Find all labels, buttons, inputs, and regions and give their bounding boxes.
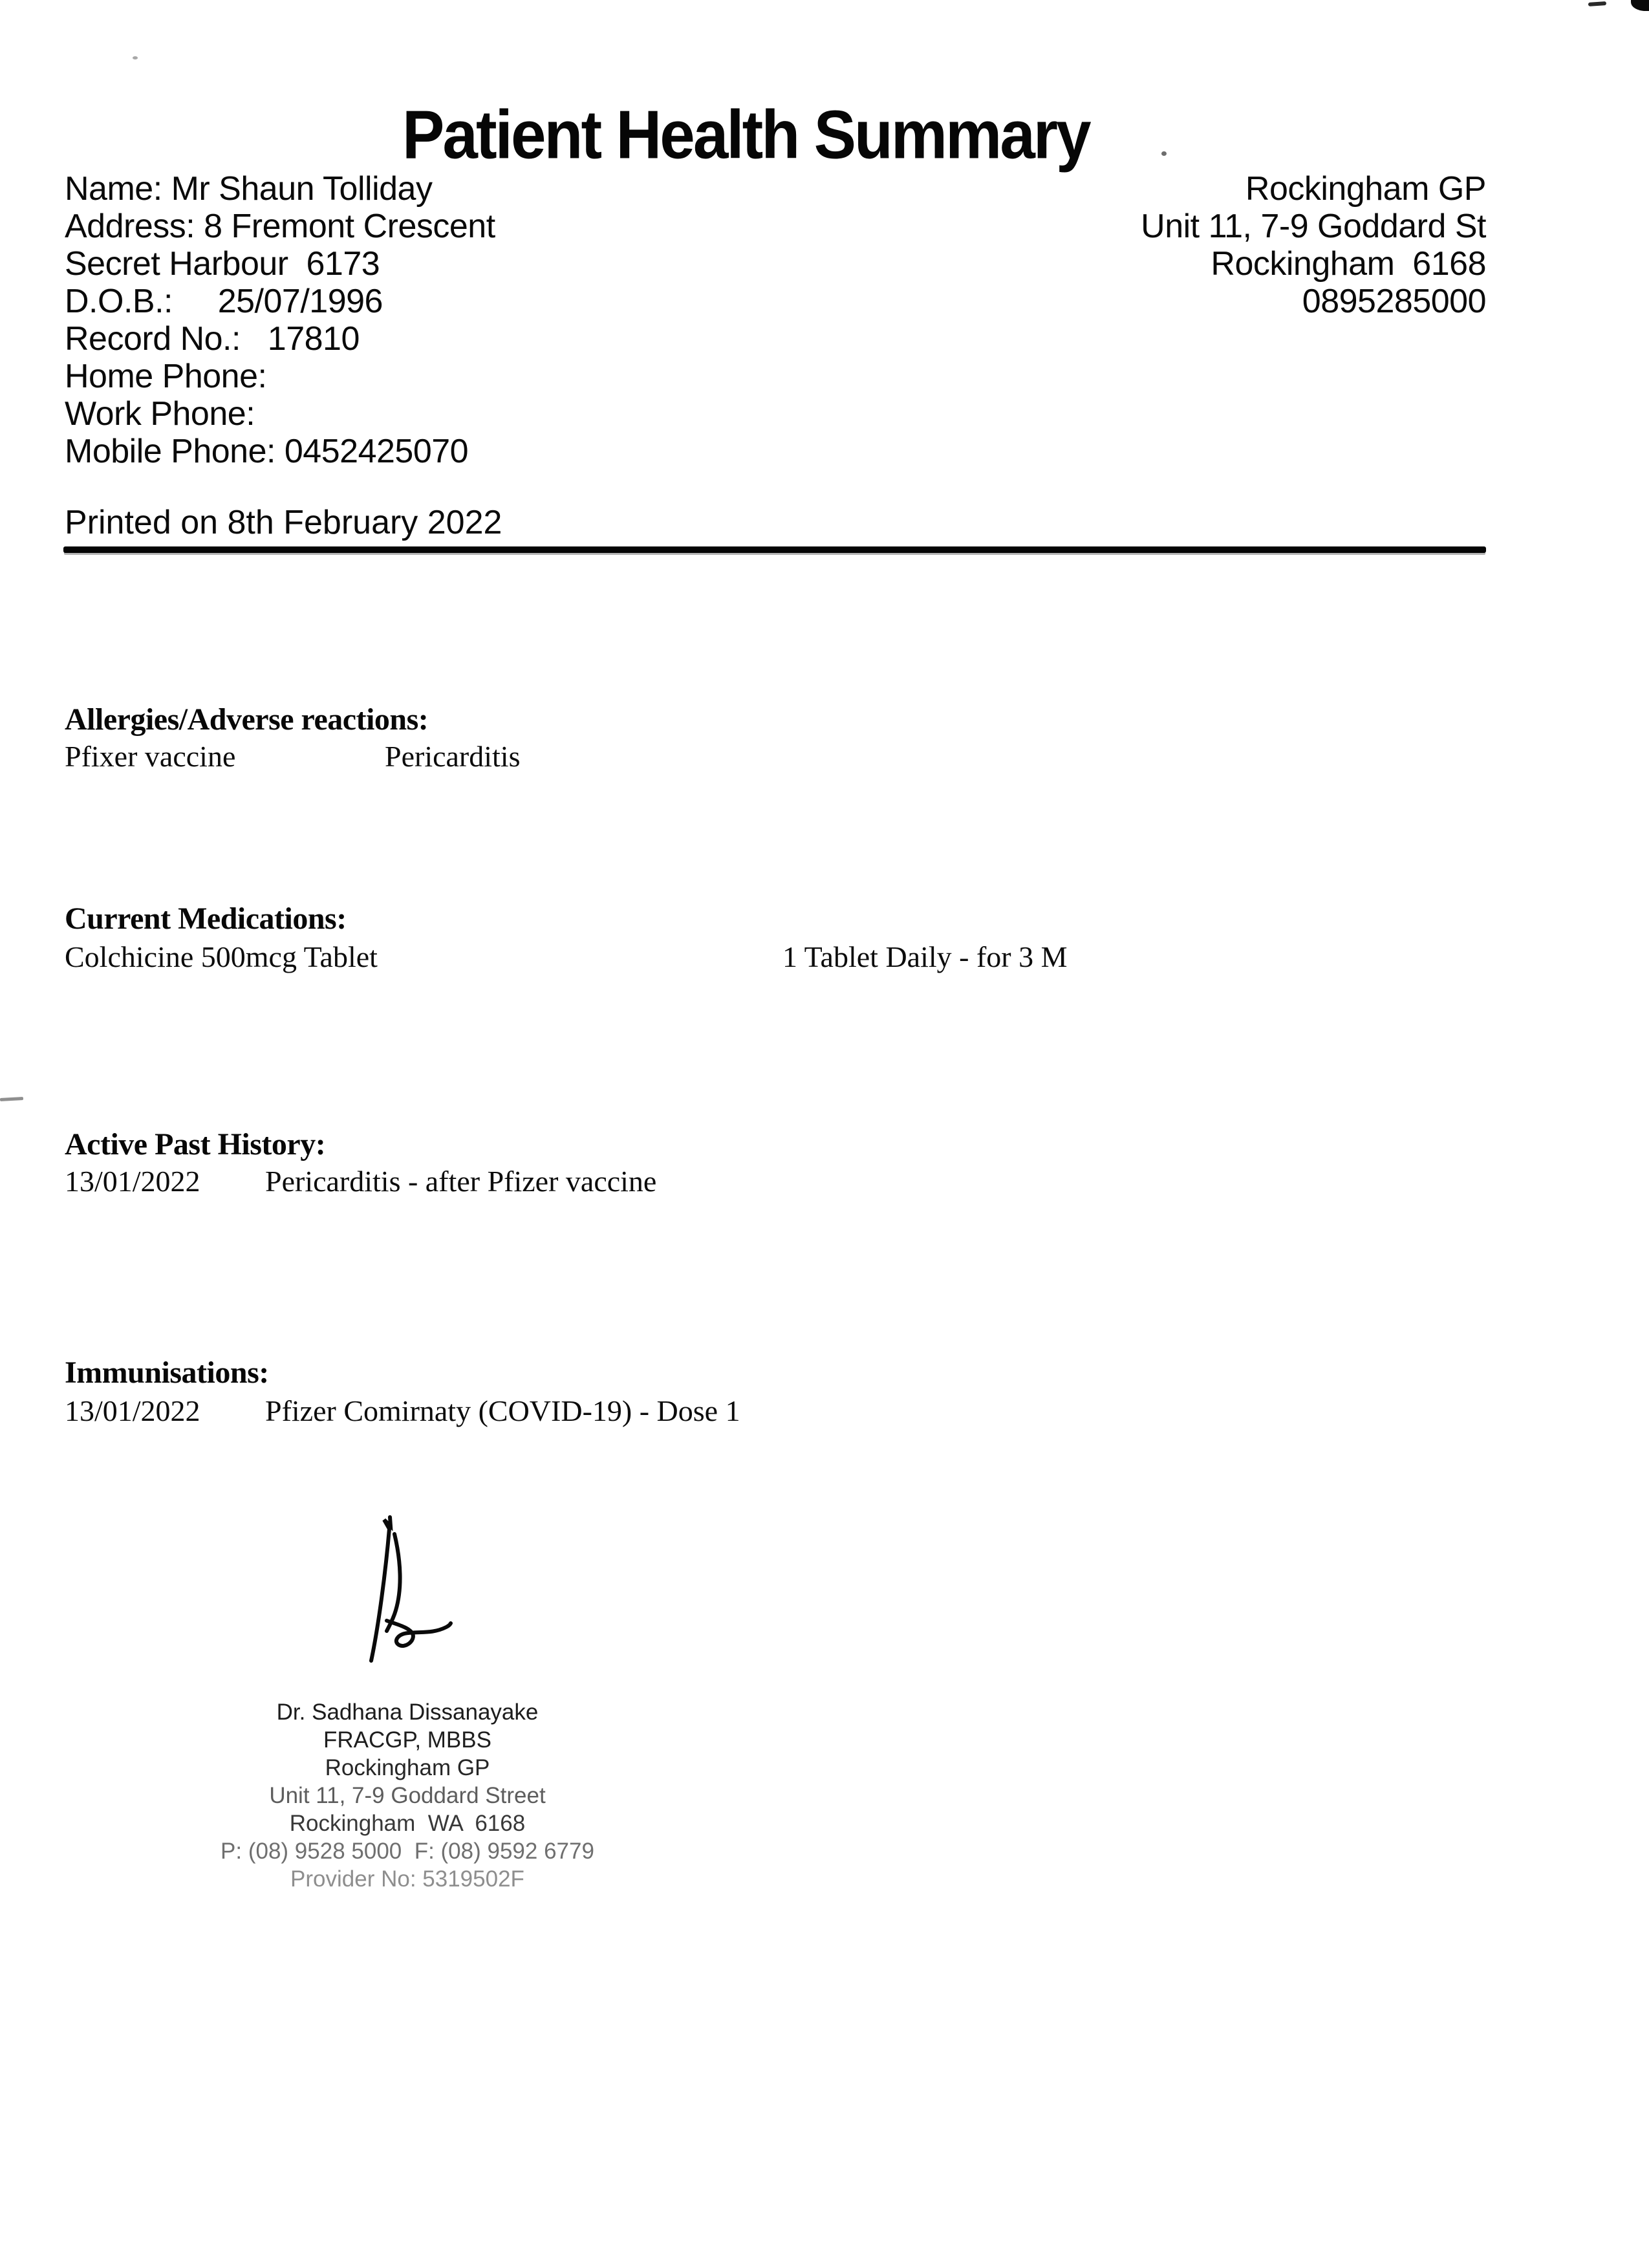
patient-home-phone-line: Home Phone: bbox=[65, 358, 267, 395]
separator-rule bbox=[63, 546, 1486, 553]
doctor-provider-no: Provider No: 5319502F bbox=[290, 1866, 524, 1892]
immunisations-heading: Immunisations: bbox=[65, 1355, 269, 1390]
allergy-substance: Pfixer vaccine bbox=[65, 740, 236, 773]
doctor-credentials: FRACGP, MBBS bbox=[323, 1727, 491, 1753]
scan-artifact-left-dash bbox=[0, 1097, 23, 1101]
allergy-reaction: Pericarditis bbox=[385, 740, 521, 773]
scan-artifact-corner-blob bbox=[1631, 0, 1649, 11]
scan-artifact-title-dot bbox=[1161, 151, 1167, 156]
page-title: Patient Health Summary bbox=[402, 96, 1090, 173]
clinic-suburb-line: Rockingham 6168 bbox=[1211, 245, 1486, 283]
doctor-address: Unit 11, 7-9 Goddard Street bbox=[269, 1783, 546, 1808]
clinic-phone-line: 0895285000 bbox=[1302, 283, 1486, 320]
clinic-address-line: Unit 11, 7-9 Goddard St bbox=[1141, 208, 1486, 245]
medication-dose: 1 Tablet Daily - for 3 M bbox=[782, 940, 1068, 973]
scan-artifact-topleft-dot bbox=[133, 56, 138, 59]
patient-work-phone-line: Work Phone: bbox=[65, 395, 255, 433]
signature-scribble bbox=[357, 1512, 460, 1667]
doctor-phone-fax: P: (08) 9528 5000 F: (08) 9592 6779 bbox=[221, 1839, 594, 1864]
history-date: 13/01/2022 bbox=[65, 1165, 200, 1198]
clinic-name-line: Rockingham GP bbox=[1245, 170, 1486, 208]
scan-artifact-corner-dash bbox=[1588, 1, 1606, 6]
medication-name: Colchicine 500mcg Tablet bbox=[65, 940, 378, 973]
printed-on-line: Printed on 8th February 2022 bbox=[65, 504, 502, 541]
immunisation-description: Pfizer Comirnaty (COVID-19) - Dose 1 bbox=[265, 1394, 740, 1427]
history-heading: Active Past History: bbox=[65, 1127, 326, 1161]
medications-heading: Current Medications: bbox=[65, 902, 347, 936]
patient-mobile-phone-line: Mobile Phone: 0452425070 bbox=[65, 433, 469, 470]
patient-suburb-line: Secret Harbour 6173 bbox=[65, 245, 380, 283]
patient-name-line: Name: Mr Shaun Tolliday bbox=[65, 170, 433, 208]
doctor-practice: Rockingham GP bbox=[325, 1755, 490, 1780]
patient-record-line: Record No.: 17810 bbox=[65, 320, 360, 358]
doctor-stamp-block bbox=[162, 1698, 653, 1893]
patient-address-line: Address: 8 Fremont Crescent bbox=[65, 208, 495, 245]
history-description: Pericarditis - after Pfizer vaccine bbox=[265, 1165, 657, 1198]
doctor-suburb: Rockingham WA 6168 bbox=[289, 1811, 526, 1836]
immunisation-date: 13/01/2022 bbox=[65, 1394, 200, 1427]
doctor-name: Dr. Sadhana Dissanayake bbox=[276, 1700, 539, 1725]
patient-dob-line: D.O.B.: 25/07/1996 bbox=[65, 283, 383, 320]
allergies-heading: Allergies/Adverse reactions: bbox=[65, 702, 429, 737]
